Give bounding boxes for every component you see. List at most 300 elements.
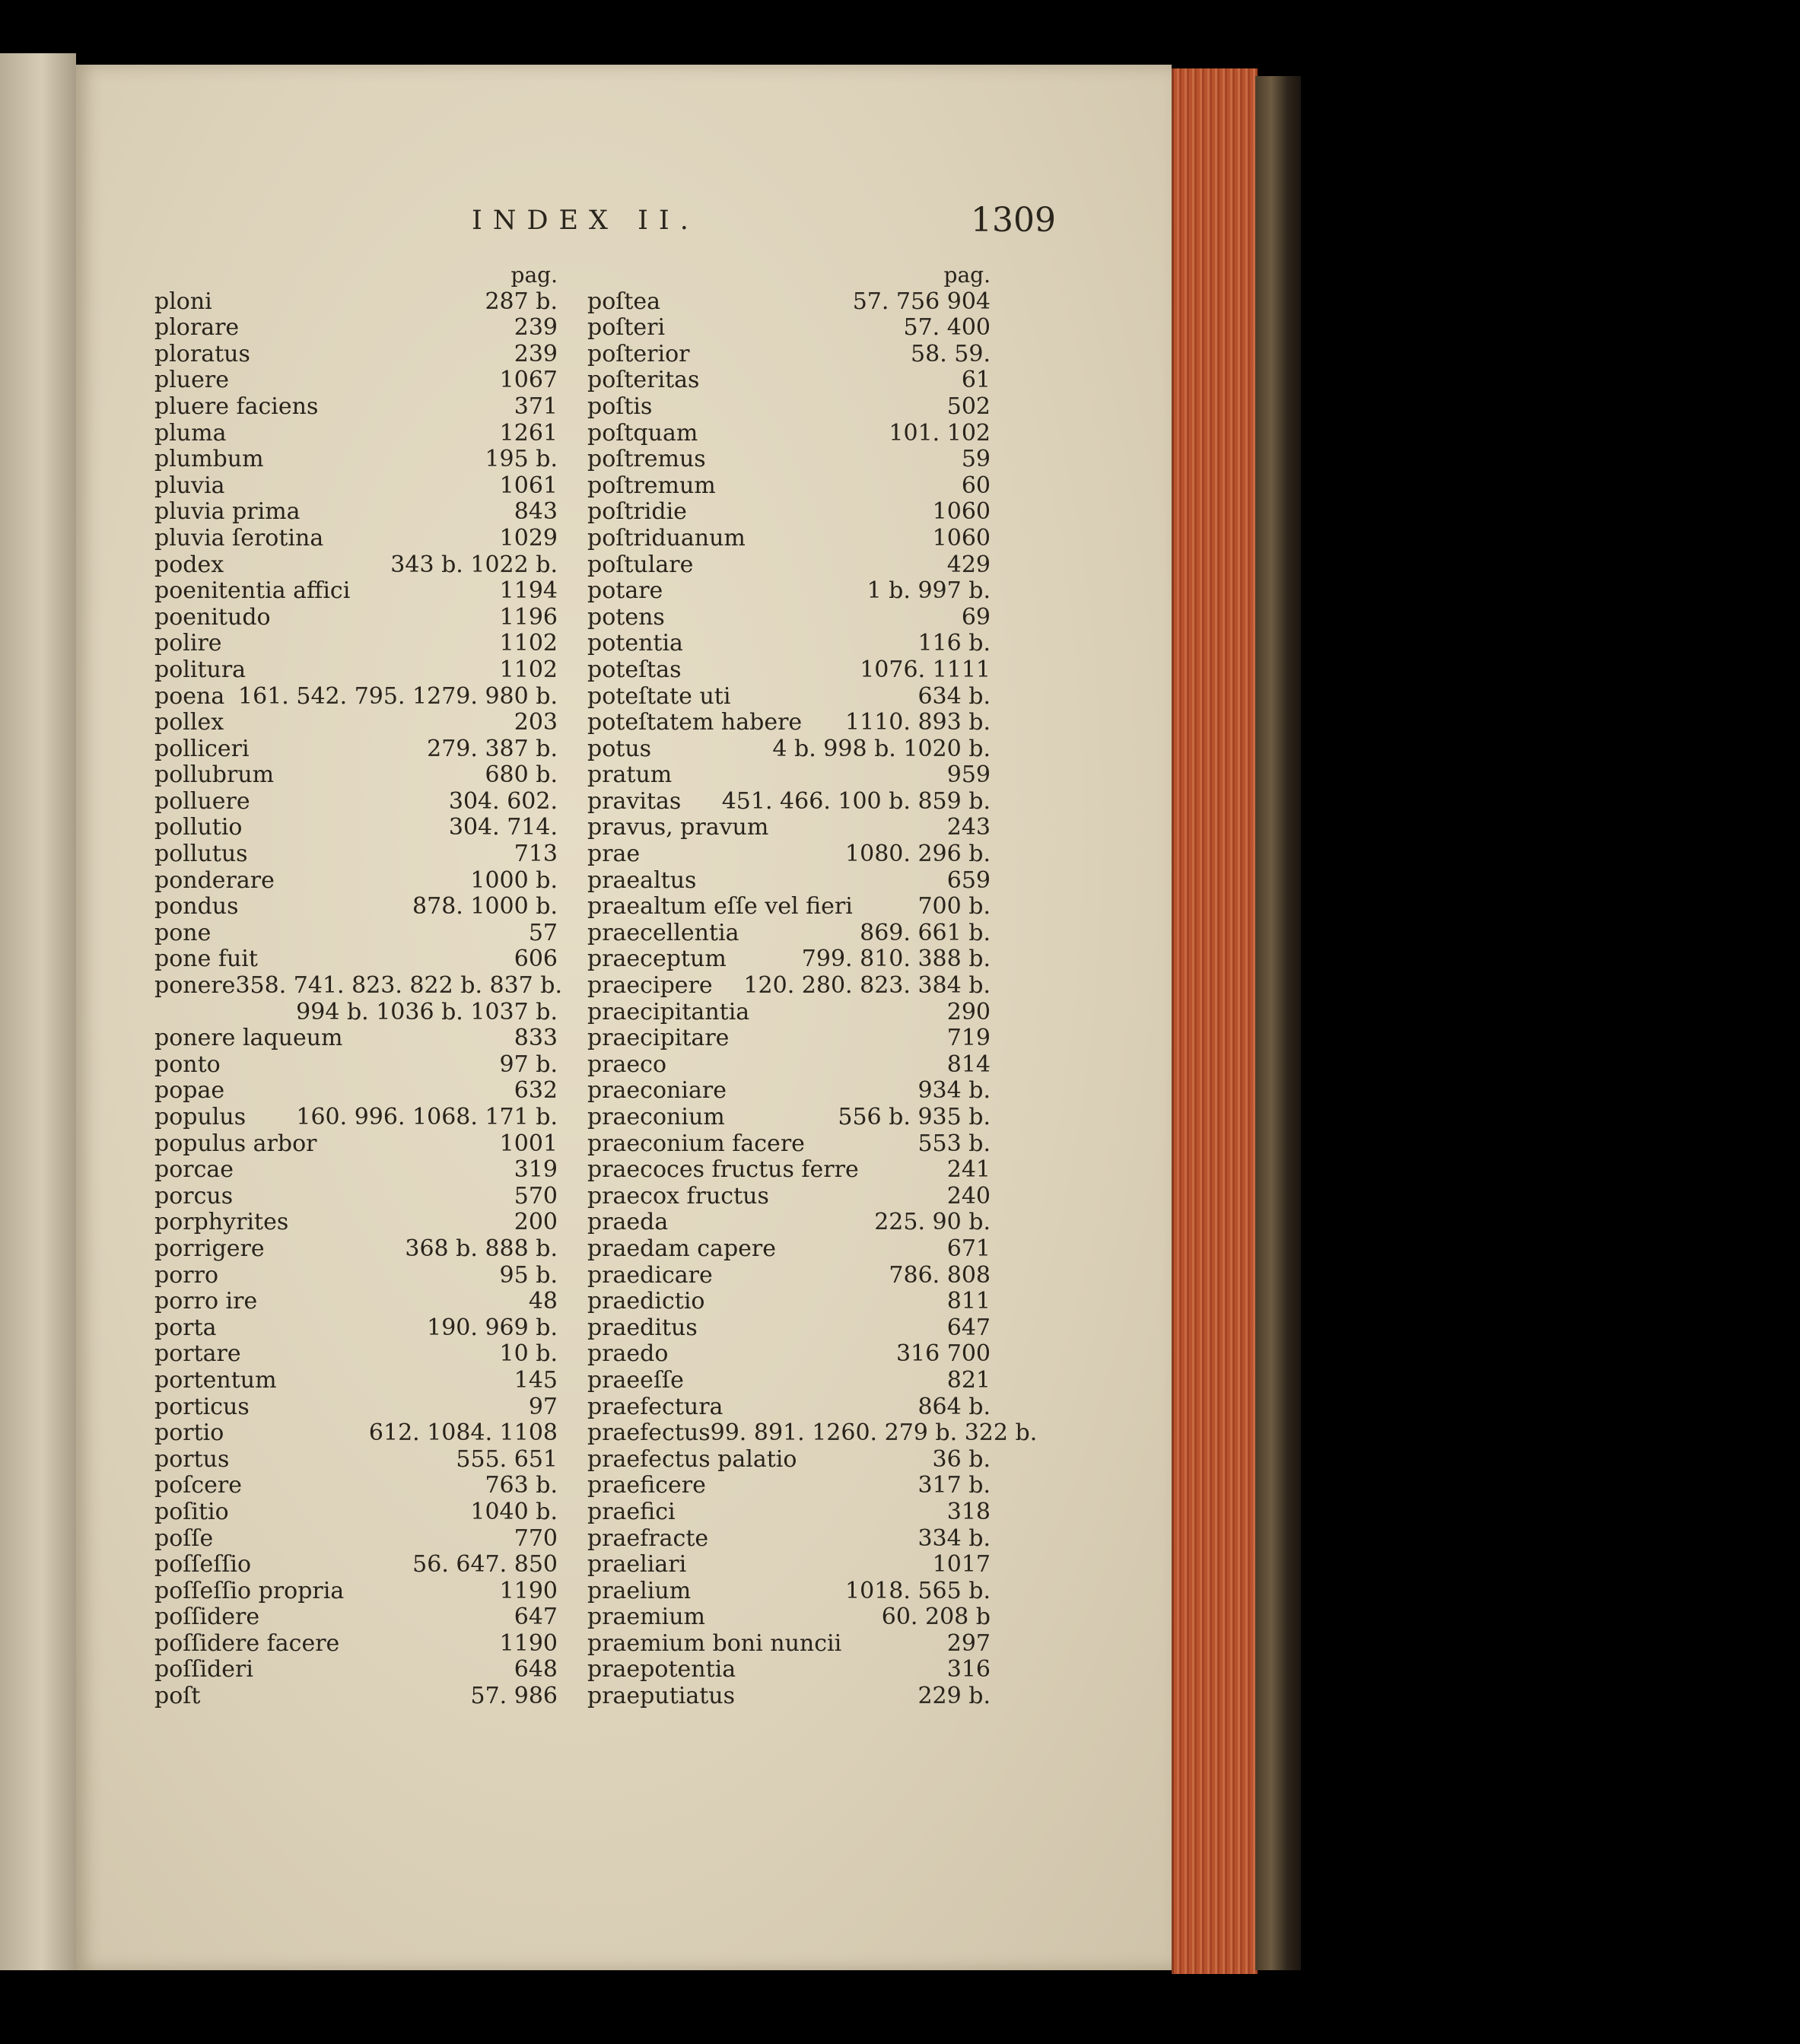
index-entry <box>154 526 558 552</box>
index-term: pluvia prima <box>154 498 301 526</box>
index-term: poſſe <box>154 1524 214 1552</box>
index-entry <box>587 1289 991 1315</box>
index-entry <box>587 1315 991 1342</box>
index-term: poſteritas <box>587 367 700 394</box>
index-term: portare <box>154 1340 241 1368</box>
index-term: poſtriduanum <box>587 524 746 552</box>
page-references: 95 b. <box>499 1261 558 1289</box>
index-entry <box>154 394 558 421</box>
page-references: 648 <box>514 1656 558 1683</box>
index-term: praeeſſe <box>587 1366 684 1394</box>
page-references: 1102 <box>499 656 558 683</box>
index-term: pondus <box>154 893 239 920</box>
page-references: 763 b. <box>485 1472 558 1499</box>
page-references: 869. 661 b. <box>860 919 991 946</box>
page-references: 36 b. <box>932 1445 991 1473</box>
index-entry <box>154 1236 558 1263</box>
index-entry <box>587 1419 1038 1447</box>
page-references: 770 <box>514 1524 558 1552</box>
index-entry <box>154 315 558 342</box>
index-entry <box>587 631 991 657</box>
page-references: 719 <box>946 1025 991 1052</box>
page-references: 934 b. <box>917 1077 991 1105</box>
index-entry <box>154 657 558 684</box>
index-entry <box>154 1000 558 1026</box>
index-term: ploni <box>154 288 212 315</box>
index-entry <box>587 1000 991 1026</box>
page-references: 239 <box>514 314 558 342</box>
page-references: 1060 <box>932 498 991 526</box>
index-entry <box>587 841 991 868</box>
index-term: porticus <box>154 1393 250 1420</box>
index-entry <box>154 1473 558 1499</box>
index-entry <box>587 605 991 631</box>
running-title: INDEX II. <box>472 205 699 236</box>
index-term: plorare <box>154 314 240 342</box>
index-term: poſt <box>154 1683 201 1710</box>
page-references: 1 b. 997 b. <box>867 577 991 605</box>
page-references: 318 <box>946 1498 991 1525</box>
index-term: praemium boni nuncii <box>587 1629 842 1657</box>
page-references: 203 <box>514 709 558 736</box>
page-references: 1000 b. <box>470 866 558 894</box>
index-term: polliceri <box>154 735 250 762</box>
index-entry <box>587 499 991 526</box>
index-entry <box>587 736 991 763</box>
index-term: praefectura <box>587 1393 723 1420</box>
index-term: poſtea <box>587 288 661 315</box>
page-references: 97 b. <box>499 1051 558 1078</box>
index-entry <box>154 1263 558 1289</box>
index-entry <box>587 1236 991 1263</box>
index-entry <box>587 1184 991 1210</box>
index-entry <box>154 289 558 316</box>
index-term: poſitio <box>154 1498 229 1525</box>
page-references: 319 <box>514 1156 558 1184</box>
index-entry <box>154 1368 558 1394</box>
page-references: 240 <box>946 1182 991 1210</box>
page-references: 1196 <box>499 603 558 631</box>
index-entry <box>587 473 991 500</box>
index-entry <box>154 1341 558 1368</box>
page-references: 116 b. <box>917 630 991 657</box>
index-entry <box>154 894 558 920</box>
page-references: 57. 756 904 <box>852 288 991 315</box>
page-references: 57. 986 <box>470 1683 558 1710</box>
index-term: potentia <box>587 630 683 657</box>
index-term: poſcere <box>154 1472 243 1499</box>
index-term: pollubrum <box>154 761 275 789</box>
index-entry <box>154 684 558 710</box>
page-references: 634 b. <box>917 682 991 710</box>
index-entry <box>154 1499 558 1526</box>
page-references: 99. 891. 1260. 279 b. 322 b. <box>710 1419 1038 1447</box>
page-references: 195 b. <box>485 446 558 473</box>
index-term: praeconiare <box>587 1077 727 1105</box>
index-entry <box>587 526 991 552</box>
index-term: poſtulare <box>587 551 694 578</box>
index-entry <box>154 789 558 815</box>
index-term: praecox fructus <box>587 1182 769 1210</box>
index-term: polire <box>154 630 222 657</box>
page-references: 1029 <box>499 524 558 552</box>
index-entry <box>154 421 558 447</box>
page-references: 811 <box>946 1288 991 1315</box>
index-term: ponere <box>154 972 236 1000</box>
index-entry <box>587 1368 991 1394</box>
index-term: prae <box>587 841 641 868</box>
index-entry <box>587 1499 991 1526</box>
index-term: praeputiatus <box>587 1683 736 1710</box>
page-number: 1309 <box>971 201 1056 240</box>
page-references: 343 b. 1022 b. <box>390 551 558 578</box>
index-term: pluvia ſerotina <box>154 524 324 552</box>
page-references: 1261 <box>499 419 558 447</box>
index-entry <box>154 447 558 473</box>
index-entry <box>587 1052 991 1079</box>
index-entry <box>587 421 991 447</box>
page-references: 878. 1000 b. <box>412 893 558 920</box>
index-term: poſtremus <box>587 446 706 473</box>
index-entry <box>587 789 991 815</box>
page-references: 814 <box>946 1051 991 1078</box>
index-entry <box>154 815 558 841</box>
index-entry <box>587 1394 991 1421</box>
page-references: 304. 714. <box>448 814 558 841</box>
index-term: podex <box>154 551 224 578</box>
index-entry <box>154 1025 558 1052</box>
index-term: praedicare <box>587 1261 713 1289</box>
page-references: 358. 741. 823. 822 b. 837 b. <box>235 972 563 1000</box>
page-references: 786. 808 <box>889 1261 991 1289</box>
index-term: politura <box>154 656 246 683</box>
index-entry <box>587 367 991 394</box>
index-entry <box>587 1631 991 1658</box>
page-references: 145 <box>514 1366 558 1394</box>
index-term: porro ire <box>154 1288 258 1315</box>
index-entry <box>154 1552 558 1578</box>
index-term: praefici <box>587 1498 676 1525</box>
index-term: praeceptum <box>587 946 727 973</box>
index-entry <box>587 1157 991 1184</box>
page-references: 60. 208 b <box>881 1604 991 1631</box>
index-entry <box>587 946 991 973</box>
running-head <box>76 201 1172 251</box>
page-references: 1076. 1111 <box>860 656 991 683</box>
page-references: 632 <box>514 1077 558 1105</box>
index-term: praecipitantia <box>587 998 750 1025</box>
index-entry <box>587 315 991 342</box>
index-entry <box>154 1394 558 1421</box>
page-references: 241 <box>946 1156 991 1184</box>
page-references: 101. 102 <box>889 419 991 447</box>
index-term: poteſtate uti <box>587 682 731 710</box>
index-term: populus <box>154 1104 246 1130</box>
page-references: 647 <box>514 1604 558 1631</box>
index-column-right <box>587 262 1038 1710</box>
page-references: 451. 466. 100 b. 859 b. <box>721 787 991 815</box>
index-entry <box>587 394 991 421</box>
page-references: 334 b. <box>917 1524 991 1552</box>
index-entry <box>587 684 991 710</box>
page-references: 713 <box>514 841 558 868</box>
index-entry <box>154 972 563 1000</box>
page-references: 502 <box>946 393 991 420</box>
page-references: 304. 602. <box>448 787 558 815</box>
index-entry <box>154 1447 558 1473</box>
index-entry <box>154 1315 558 1342</box>
page-references: 994 b. 1036 b. 1037 b. <box>296 998 558 1025</box>
page-references: 69 <box>961 603 991 631</box>
index-entry <box>154 473 558 500</box>
index-term: pone fuit <box>154 946 258 973</box>
page-references: 1190 <box>499 1577 558 1604</box>
index-term: poteſtas <box>587 656 682 683</box>
index-term: praecipere <box>587 972 713 1000</box>
page-references: 161. 542. 795. 1279. 980 b. <box>238 682 558 710</box>
page-references: 671 <box>946 1235 991 1262</box>
index-term: poenitudo <box>154 603 271 631</box>
index-entry <box>587 1263 991 1289</box>
index-term: praeconium facere <box>587 1130 805 1157</box>
page-references: 243 <box>946 814 991 841</box>
page-references: 297 <box>946 1629 991 1657</box>
page-references: 279. 387 b. <box>427 735 558 762</box>
page-references: 555. 651 <box>456 1445 558 1473</box>
index-entry <box>587 1131 991 1158</box>
index-term: portio <box>154 1419 224 1447</box>
page-references: 556 b. 935 b. <box>838 1104 991 1130</box>
page-references: 821 <box>946 1366 991 1394</box>
page-references: 429 <box>946 551 991 578</box>
page-references: 1061 <box>499 472 558 499</box>
index-term: praelium <box>587 1577 692 1604</box>
index-entry <box>587 1683 991 1710</box>
index-term: praefracte <box>587 1524 709 1552</box>
index-term: potus <box>587 735 652 762</box>
index-entry <box>587 1473 991 1499</box>
index-term: populus arbor <box>154 1130 317 1157</box>
page-references: 843 <box>514 498 558 526</box>
index-term: poſſeſſio propria <box>154 1577 345 1604</box>
index-entry <box>154 631 558 657</box>
page-references: 317 b. <box>917 1472 991 1499</box>
column-heading: pag. <box>510 262 558 288</box>
index-entry <box>587 894 991 920</box>
index-term: poenitentia affici <box>154 577 351 605</box>
index-term: praecoces fructus ferre <box>587 1156 859 1184</box>
index-entry <box>587 289 991 316</box>
index-term: pluere faciens <box>154 393 319 420</box>
index-term: poſteri <box>587 314 666 342</box>
page-references: 570 <box>514 1182 558 1210</box>
index-term: pollex <box>154 709 224 736</box>
index-entry <box>587 1552 991 1578</box>
index-entry <box>587 920 991 947</box>
index-entry <box>587 762 991 789</box>
page-references: 1018. 565 b. <box>845 1577 991 1604</box>
index-entry <box>154 1184 558 1210</box>
index-term: praefectus <box>587 1419 711 1447</box>
page-references: 97 <box>528 1393 558 1420</box>
index-entry <box>587 1657 991 1683</box>
page-references: 612. 1084. 1108 <box>368 1419 558 1447</box>
column-heading: pag. <box>943 262 991 288</box>
page-references: 659 <box>946 866 991 894</box>
index-entry <box>587 973 991 1000</box>
page-references: 1080. 296 b. <box>845 841 991 868</box>
page-fore-edge <box>1172 68 1258 1974</box>
index-term: portus <box>154 1445 230 1473</box>
index-entry <box>587 1025 991 1052</box>
page-references: 61 <box>961 367 991 394</box>
index-entry <box>154 868 558 895</box>
page-references: 287 b. <box>485 288 558 315</box>
page-references: 120. 280. 823. 384 b. <box>743 972 991 1000</box>
index-entry <box>587 657 991 684</box>
page-references: 1102 <box>499 630 558 657</box>
index-term: poſtridie <box>587 498 687 526</box>
page-references: 680 b. <box>485 761 558 789</box>
page-references: 200 <box>514 1209 558 1236</box>
page-references: 833 <box>514 1025 558 1052</box>
page-references: 700 b. <box>917 893 991 920</box>
index-term: ponere laqueum <box>154 1025 343 1052</box>
index-term: praedo <box>587 1340 669 1368</box>
index-entry <box>587 815 991 841</box>
index-entry <box>154 1683 558 1710</box>
index-entry <box>154 578 558 605</box>
index-entry <box>154 1604 558 1631</box>
page-references: 368 b. 888 b. <box>405 1235 558 1262</box>
index-term: poſtis <box>587 393 653 420</box>
index-entry <box>154 1578 558 1605</box>
index-term: praeda <box>587 1209 669 1236</box>
index-term: porrigere <box>154 1235 265 1262</box>
index-entry <box>154 1105 558 1131</box>
page-references: 864 b. <box>917 1393 991 1420</box>
page-references: 10 b. <box>499 1340 558 1368</box>
index-entry <box>587 342 991 368</box>
index-term: praecipitare <box>587 1025 730 1052</box>
index-term: polluere <box>154 787 250 815</box>
index-entry <box>587 1578 991 1605</box>
index-entry <box>154 552 558 579</box>
index-term: praeliari <box>587 1551 687 1578</box>
page-references: 553 b. <box>917 1130 991 1157</box>
page-references: 1017 <box>932 1551 991 1578</box>
page-references: 1060 <box>932 524 991 552</box>
index-term: praeco <box>587 1051 667 1078</box>
index-term: praepotentia <box>587 1656 736 1683</box>
index-term: praealtum eſſe vel fieri <box>587 893 853 920</box>
index-entry <box>154 1420 558 1447</box>
page-references: 229 b. <box>917 1683 991 1710</box>
page-references: 959 <box>946 761 991 789</box>
index-term: porcus <box>154 1182 234 1210</box>
page-references: 1110. 893 b. <box>845 709 991 736</box>
index-entry <box>154 1157 558 1184</box>
index-entry <box>154 1052 558 1079</box>
index-term: praeditus <box>587 1314 698 1341</box>
index-term: praedam capere <box>587 1235 776 1262</box>
index-entry <box>154 1210 558 1236</box>
index-column-left <box>154 262 563 1710</box>
index-term: praealtus <box>587 866 697 894</box>
page-references: 58. 59. <box>911 340 991 367</box>
index-entry <box>154 736 558 763</box>
index-term: pone <box>154 919 211 946</box>
index-term: ponto <box>154 1051 221 1078</box>
index-entry <box>154 1657 558 1683</box>
index-entry <box>154 841 558 868</box>
index-entry <box>154 1631 558 1658</box>
index-term: pluvia <box>154 472 225 499</box>
book-binding <box>1255 76 1301 1970</box>
page-references: 225. 90 b. <box>874 1209 991 1236</box>
index-term: pollutus <box>154 841 248 868</box>
index-entry <box>587 1210 991 1236</box>
page-references: 316 <box>946 1656 991 1683</box>
index-term: porta <box>154 1314 217 1341</box>
index-entry <box>154 762 558 789</box>
index-entry <box>154 1078 558 1105</box>
index-term: poena <box>154 682 225 710</box>
index-entry <box>154 920 558 947</box>
page-references: 57 <box>528 919 558 946</box>
index-entry <box>587 1341 991 1368</box>
index-term: pluma <box>154 419 227 447</box>
index-term: portentum <box>154 1366 277 1394</box>
index-term: porro <box>154 1261 219 1289</box>
index-term: popae <box>154 1077 225 1105</box>
index-entry <box>154 499 558 526</box>
page-references: 799. 810. 388 b. <box>801 946 991 973</box>
index-entry <box>587 1447 991 1473</box>
index-term: potare <box>587 577 663 605</box>
index-entry <box>154 1526 558 1553</box>
index-term: plumbum <box>154 446 264 473</box>
index-term: praefectus palatio <box>587 1445 797 1473</box>
page-references: 290 <box>946 998 991 1025</box>
page-references: 190. 969 b. <box>427 1314 558 1341</box>
index-term: praemium <box>587 1604 705 1631</box>
index-entry <box>154 367 558 394</box>
index-term: praecellentia <box>587 919 739 946</box>
index-entry <box>587 1078 991 1105</box>
index-entry <box>154 605 558 631</box>
index-term: praedictio <box>587 1288 705 1315</box>
index-entry <box>587 552 991 579</box>
index-term: poteſtatem habere <box>587 709 803 736</box>
index-term: poſterior <box>587 340 690 367</box>
page-references: 48 <box>528 1288 558 1315</box>
index-entry <box>154 1131 558 1158</box>
index-entry <box>154 710 558 736</box>
index-term: poſtremum <box>587 472 716 499</box>
index-term: poſſidere <box>154 1604 260 1631</box>
index-entry <box>154 342 558 368</box>
index-term: pollutio <box>154 814 243 841</box>
page-references: 1194 <box>499 577 558 605</box>
left-page-edge <box>0 53 76 1970</box>
page-references: 1040 b. <box>470 1498 558 1525</box>
page-references: 4 b. 998 b. 1020 b. <box>772 735 991 762</box>
index-entry <box>587 868 991 895</box>
index-entry <box>587 1105 991 1131</box>
index-term: pravitas <box>587 787 682 815</box>
index-term: poſſidere facere <box>154 1629 340 1657</box>
